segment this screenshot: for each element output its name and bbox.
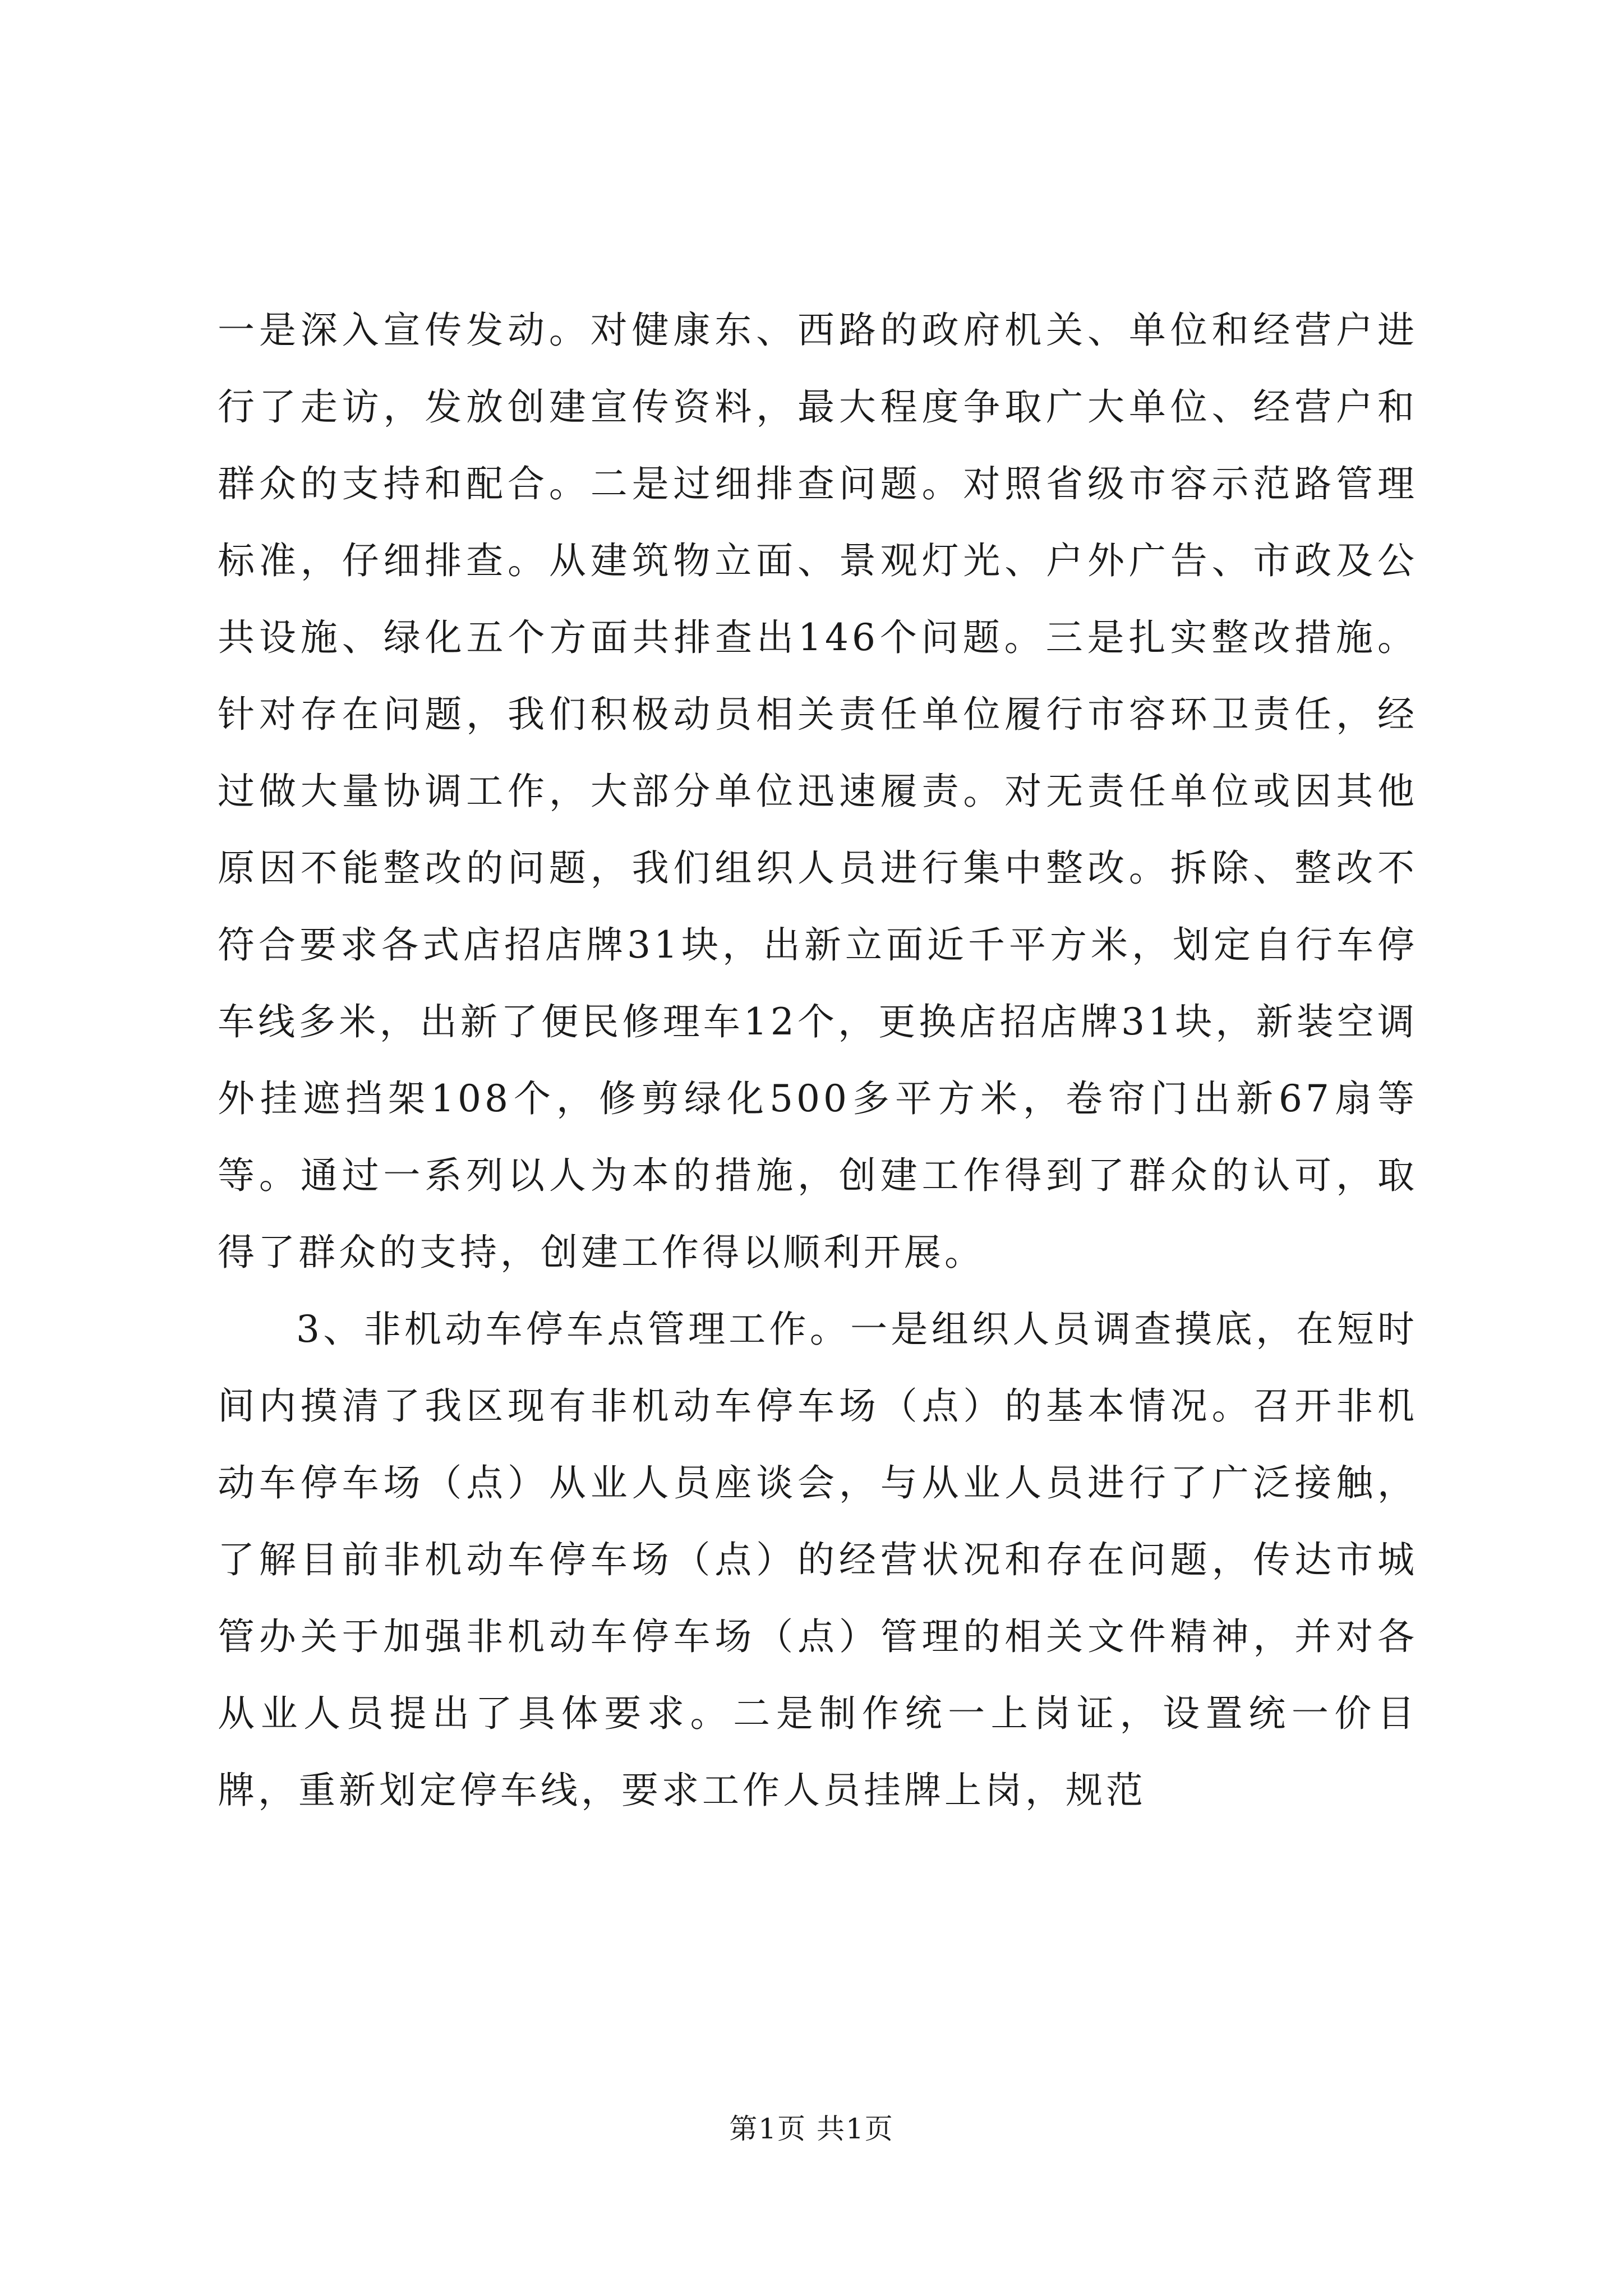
paragraph-bicycle-parking: 3、非机动车停车点管理工作。一是组织人员调查摸底，在短时间内摸清了我区现有非机动车停车场（点）的基本情况。召开非机动车停车场（点）从业人员座谈会，与从业人员进行了广泛接触，了解目前非机动车停车场（点）的经营状况和存在问题，传达市城管办关于加强非机动车停车场（点）管理的相关文件精神，并对各从业人员提出了具体要求。二是制作统一上岗证，设置统一价目牌，重新划定停车线，要求工作人员挂牌上岗，规范 <box>218 1308 1418 1812</box>
paragraph-campaign-work: 一是深入宣传发动。对健康东、西路的政府机关、单位和经营户进行了走访，发放创建宣传资料，最大程度争取广大单位、经营户和群众的支持和配合。二是过细排查问题。对照省级市容示范路管理标准，仔细排查。从建筑物立面、景观灯光、户外广告、市政及公共设施、绿化五个方面共排查出146个问题。三是扎实整改措施。针对存在问题，我们积极动员相关责任单位履行市容环卫责任，经过做大量协调工作，大部分单位迅速履责。对无责任单位或因其他原因不能整改的问题，我们组织人员进行集中整改。拆除、整改不符合要求各式店招店牌31块，出新立面近千平方米，划定自行车停车线多米，出新了便民修理车12个，更换店招店牌31块，新装空调外挂遮挡架108个，修剪绿化500多平方米，卷帘门出新67扇等等。通过一系列以人为本的措施，创建工作得到了群众的认可，取得了群众的支持，创建工作得以顺利开展。 <box>218 309 1418 1274</box>
page-footer: 第1页 共1页 <box>729 2113 894 2145</box>
document-body <box>218 292 1418 1829</box>
